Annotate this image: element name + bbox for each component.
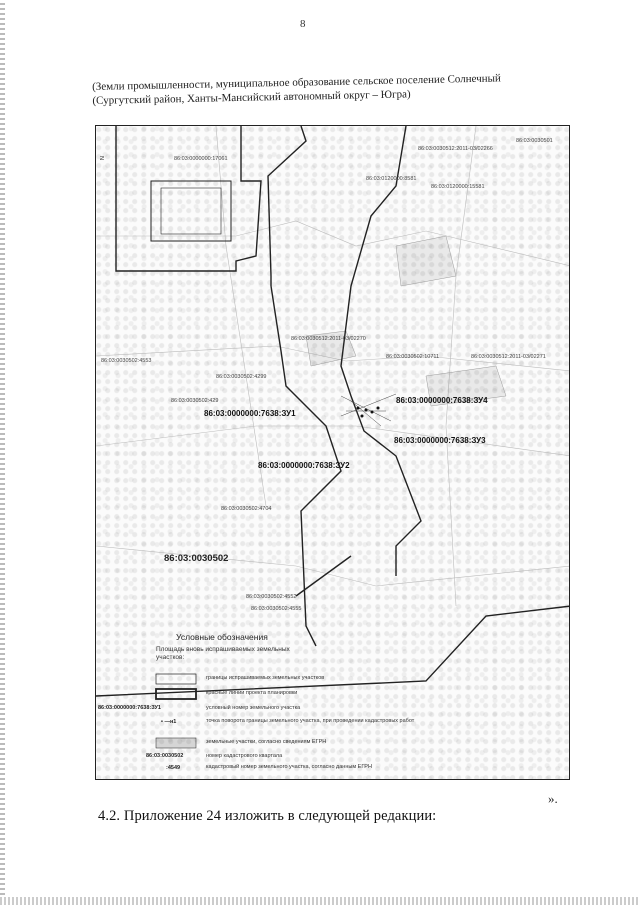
map-caption: (Земли промышленности, муниципальное образование сельское поселение Солнечный (Сургутский район, Ханты-Мансийский автономный округ – Югра)	[92, 72, 502, 107]
legend-item-symbol: :4549	[166, 765, 181, 771]
cadastral-label: 86:03:0030512:2011-03/02271	[471, 354, 546, 360]
legend-item	[106, 718, 556, 732]
cadastral-label: 86:03:0030502:10711	[386, 354, 440, 360]
cadastral-label: 86:03:0030502:4299	[216, 374, 267, 380]
cadastral-label: 86:03:0030501	[516, 138, 553, 144]
cadastral-label: 86:03:0030502:4555	[251, 606, 302, 612]
cadastral-quarter-label: 86:03:0030502	[164, 553, 229, 564]
legend-item	[106, 689, 556, 703]
page-number: 8	[300, 18, 306, 30]
legend-item	[98, 704, 556, 718]
legend-item-symbol: 86:03:0000000:7638:ЗУ1	[98, 705, 161, 711]
north-arrow-label: N	[100, 156, 106, 161]
legend-subtitle: Площадь вновь испрашиваемых земельных участков:	[156, 646, 290, 661]
section-heading: 4.2. Приложение 24 изложить в следующей редакции:	[98, 808, 437, 824]
legend-item-symbol: 86:03:0030502	[146, 753, 184, 759]
cadastral-label: 86:03:0030502:429	[171, 398, 219, 404]
legend-item-text: точка поворота границы земельного участка, при проведении кадастровых работ	[206, 718, 415, 724]
cadastral-label: 86:03:0120000:8581	[366, 176, 417, 182]
parcel-label-zu4: 86:03:0000000:7638:ЗУ4	[396, 396, 488, 405]
closing-quote: ».	[548, 791, 558, 806]
parcel-label-zu3: 86:03:0000000:7638:ЗУ3	[394, 436, 486, 445]
legend-item-text: условный номер земельного участка	[206, 705, 301, 711]
legend-item-text: номер кадастрового квартала	[206, 753, 283, 759]
legend-item	[106, 674, 556, 688]
legend-item	[106, 764, 556, 778]
legend-title: Условные обозначения	[176, 632, 268, 642]
legend-item-text: кадастровый номер земельного участка, согласно данным ЕГРН	[206, 764, 372, 770]
legend-item-text: земельные участки, согласно сведениям ЕГРН	[206, 739, 327, 745]
cadastral-label: 86:03:0030502:4704	[221, 506, 272, 512]
legend-item-symbol: • —н1	[161, 719, 177, 725]
cadastral-label: 86:03:0030502:4553	[101, 358, 152, 364]
cadastral-label: 86:03:0030512:2011-03/02266	[418, 146, 493, 152]
parcel-label-zu1: 86:03:0000000:7638:ЗУ1	[204, 409, 296, 418]
legend-item-text: границы испрашиваемых земельных участков	[206, 675, 325, 681]
cadastral-label: 86:03:0030502:4552	[246, 594, 297, 600]
legend-item	[106, 738, 556, 752]
parcel-label-zu2: 86:03:0000000:7638:ЗУ2	[258, 461, 350, 470]
cadastral-label: 86:03:0030512:2011-03/02270	[291, 336, 366, 342]
cadastral-label: 86:03:0000000:17061	[174, 156, 228, 162]
cadastral-map	[95, 125, 570, 780]
scan-edge-left	[0, 0, 5, 905]
scan-edge-bottom	[0, 897, 640, 905]
legend-item-text: красные линии проекта планировки	[206, 690, 298, 696]
cadastral-label: 86:03:0120000:15581	[431, 184, 485, 190]
